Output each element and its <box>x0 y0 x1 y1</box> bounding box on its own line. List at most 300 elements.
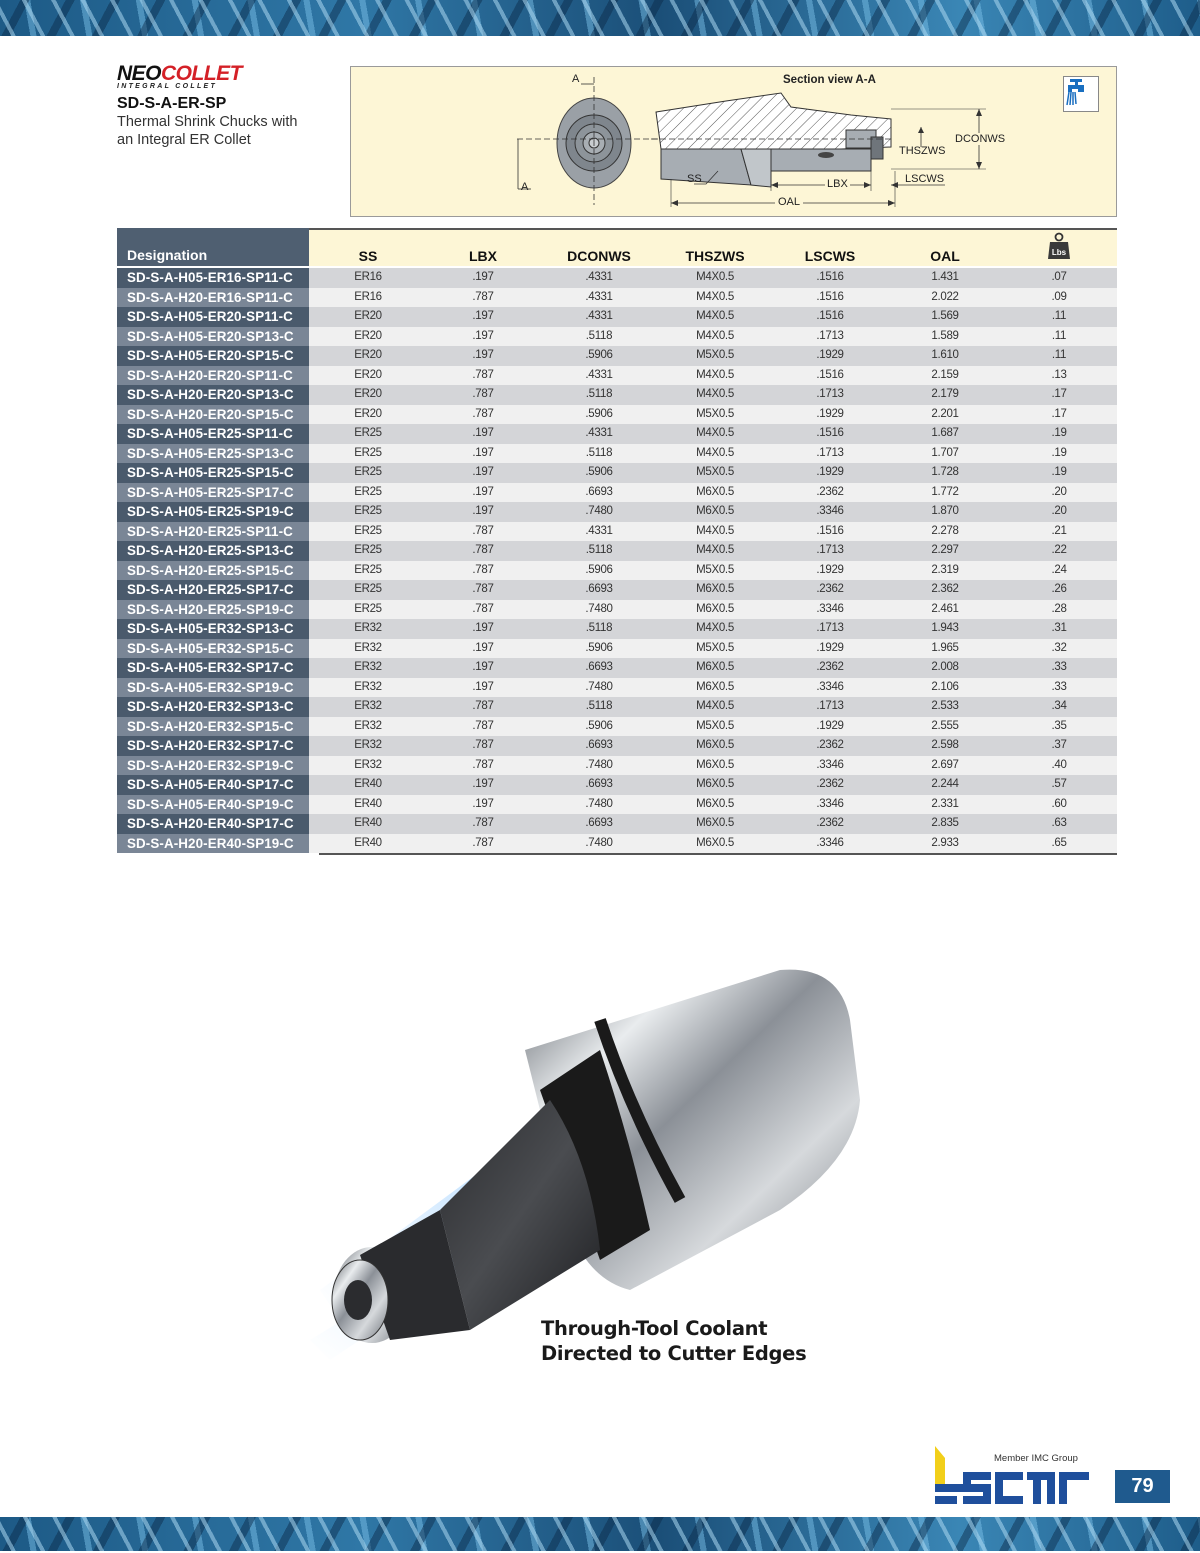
designation-cell: SD-S-A-H05-ER32-SP13-C <box>117 619 309 639</box>
logo-collet: COLLET <box>161 62 243 85</box>
weight-cell: .09 <box>1051 290 1067 303</box>
thszws-cell: M6X0.5 <box>696 797 734 810</box>
lbx-cell: .787 <box>472 836 494 849</box>
dconws-cell: .5118 <box>585 622 613 634</box>
lbx-cell: .197 <box>472 641 494 654</box>
lscws-cell: .1713 <box>816 329 844 342</box>
dconws-cell: .5906 <box>585 407 613 420</box>
weight-cell: .33 <box>1051 680 1067 693</box>
weight-cell: .19 <box>1051 427 1067 439</box>
ss-cell: ER20 <box>354 329 382 342</box>
oal-cell: 2.555 <box>931 719 959 732</box>
label-dconws: DCONWS <box>955 133 1006 145</box>
ss-cell: ER25 <box>354 485 382 498</box>
lscws-cell: .1713 <box>816 388 844 400</box>
lscws-cell: .1929 <box>816 641 844 654</box>
row-values <box>309 639 1117 659</box>
table-row <box>117 385 1117 405</box>
row-values <box>309 541 1117 561</box>
ss-cell: ER32 <box>354 700 382 712</box>
designation-cell: SD-S-A-H05-ER25-SP13-C <box>117 444 309 464</box>
ss-cell: ER40 <box>354 778 382 790</box>
dconws-cell: .5118 <box>585 700 613 712</box>
oal-cell: 2.331 <box>931 797 959 810</box>
designation-cell: SD-S-A-H05-ER32-SP19-C <box>117 678 309 698</box>
ss-cell: ER40 <box>354 797 382 810</box>
table-row <box>117 619 1117 639</box>
oal-cell: 1.772 <box>931 485 959 498</box>
thszws-cell: M6X0.5 <box>696 680 734 693</box>
designation-cell: SD-S-A-H20-ER32-SP13-C <box>117 697 309 717</box>
designation-cell: SD-S-A-H05-ER32-SP15-C <box>117 639 309 659</box>
row-values <box>309 366 1117 386</box>
thszws-cell: M4X0.5 <box>696 544 734 556</box>
lscws-cell: .3346 <box>816 797 844 810</box>
table-row <box>117 288 1117 308</box>
lbx-cell: .197 <box>472 505 494 517</box>
weight-cell: .37 <box>1051 739 1067 751</box>
thszws-cell: M6X0.5 <box>696 583 734 595</box>
table-row <box>117 658 1117 678</box>
lscws-cell: .3346 <box>816 836 844 849</box>
oal-cell: 2.201 <box>931 407 959 420</box>
lbx-cell: .787 <box>472 544 494 556</box>
lbx-cell: .787 <box>472 583 494 595</box>
dconws-cell: .5118 <box>585 446 613 459</box>
ss-cell: ER32 <box>354 739 382 751</box>
ss-cell: ER20 <box>354 310 382 322</box>
designation-cell: SD-S-A-H05-ER40-SP17-C <box>117 775 309 795</box>
dconws-cell: .6693 <box>585 817 613 829</box>
dconws-cell: .7480 <box>585 758 613 771</box>
table-row <box>117 814 1117 834</box>
lscws-cell: .3346 <box>816 505 844 517</box>
thszws-cell: M6X0.5 <box>696 505 734 517</box>
oal-cell: 2.008 <box>931 661 959 673</box>
table-row <box>117 444 1117 464</box>
table-row <box>117 268 1117 288</box>
weight-cell: .28 <box>1051 602 1067 615</box>
lbx-cell: .197 <box>472 310 494 322</box>
weight-cell: .26 <box>1051 583 1067 595</box>
logo-subtitle: INTEGRAL COLLET <box>117 83 218 90</box>
thszws-cell: M6X0.5 <box>696 661 734 673</box>
ss-cell: ER32 <box>354 680 382 693</box>
designation-cell: SD-S-A-H20-ER32-SP17-C <box>117 736 309 756</box>
product-table <box>117 228 1117 855</box>
table-row <box>117 366 1117 386</box>
ss-cell: ER25 <box>354 446 382 459</box>
designation-cell: SD-S-A-H05-ER25-SP17-C <box>117 483 309 503</box>
lscws-cell: .1929 <box>816 466 844 478</box>
header-oal: OAL <box>930 248 960 264</box>
weight-lbs-icon <box>1047 232 1071 260</box>
lscws-cell: .1929 <box>816 719 844 732</box>
row-values <box>309 678 1117 698</box>
thszws-cell: M4X0.5 <box>696 446 734 459</box>
weight-cell: .40 <box>1051 758 1067 771</box>
lscws-cell: .1516 <box>816 271 844 283</box>
weight-cell: .22 <box>1051 544 1067 556</box>
dconws-cell: .6693 <box>585 739 613 751</box>
thszws-cell: M6X0.5 <box>696 739 734 751</box>
row-values <box>309 522 1117 542</box>
logo-neo: NEO <box>117 62 162 85</box>
table-row <box>117 756 1117 776</box>
thszws-cell: M5X0.5 <box>696 563 734 576</box>
table-row <box>117 775 1117 795</box>
lbx-cell: .787 <box>472 758 494 771</box>
lbx-cell: .197 <box>472 329 494 342</box>
weight-cell: .65 <box>1051 836 1067 849</box>
row-values <box>309 463 1117 483</box>
designation-cell: SD-S-A-H05-ER32-SP17-C <box>117 658 309 678</box>
lbx-cell: .787 <box>472 563 494 576</box>
lbx-cell: .197 <box>472 446 494 459</box>
table-row <box>117 541 1117 561</box>
thszws-cell: M5X0.5 <box>696 407 734 420</box>
weight-cell: .07 <box>1051 271 1067 283</box>
designation-cell: SD-S-A-H20-ER25-SP17-C <box>117 580 309 600</box>
lscws-cell: .2362 <box>816 778 844 790</box>
oal-cell: 2.106 <box>931 680 959 693</box>
neocollet-logo <box>117 64 347 84</box>
weight-cell: .17 <box>1051 388 1067 400</box>
row-values <box>309 775 1117 795</box>
table-row <box>117 736 1117 756</box>
thszws-cell: M4X0.5 <box>696 368 734 381</box>
row-values <box>309 580 1117 600</box>
ss-cell: ER25 <box>354 466 382 478</box>
dconws-cell: .4331 <box>585 271 613 283</box>
thszws-cell: M6X0.5 <box>696 758 734 771</box>
weight-cell: .60 <box>1051 797 1067 810</box>
bottom-decorative-band <box>0 1517 1200 1551</box>
oal-cell: 2.835 <box>931 817 959 829</box>
ss-cell: ER25 <box>354 583 382 595</box>
header-lbx: LBX <box>469 248 497 264</box>
designation-cell: SD-S-A-H20-ER20-SP11-C <box>117 366 309 386</box>
dconws-cell: .5118 <box>585 329 613 342</box>
thszws-cell: M5X0.5 <box>696 349 734 361</box>
ss-cell: ER25 <box>354 524 382 537</box>
table-row <box>117 580 1117 600</box>
dconws-cell: .6693 <box>585 778 613 790</box>
table-row <box>117 795 1117 815</box>
thszws-cell: M4X0.5 <box>696 388 734 400</box>
row-values <box>309 756 1117 776</box>
lscws-cell: .1713 <box>816 544 844 556</box>
ss-cell: ER20 <box>354 368 382 381</box>
weight-cell: .21 <box>1051 524 1067 537</box>
dconws-cell: .4331 <box>585 290 613 303</box>
table-header <box>117 228 1117 266</box>
designation-cell: SD-S-A-H20-ER20-SP13-C <box>117 385 309 405</box>
ss-cell: ER32 <box>354 719 382 732</box>
designation-cell: SD-S-A-H05-ER20-SP15-C <box>117 346 309 366</box>
thszws-cell: M4X0.5 <box>696 524 734 537</box>
lbx-cell: .197 <box>472 797 494 810</box>
designation-cell: SD-S-A-H20-ER20-SP15-C <box>117 405 309 425</box>
oal-cell: 2.297 <box>931 544 959 556</box>
lscws-cell: .1929 <box>816 407 844 420</box>
weight-cell: .19 <box>1051 446 1067 459</box>
designation-cell: SD-S-A-H20-ER25-SP15-C <box>117 561 309 581</box>
dconws-cell: .7480 <box>585 505 613 517</box>
product-model: SD-S-A-ER-SP <box>117 95 227 112</box>
header-thszws: THSZWS <box>685 248 745 264</box>
ss-cell: ER16 <box>354 290 382 303</box>
oal-cell: 1.610 <box>931 349 959 361</box>
ss-cell: ER16 <box>354 271 382 283</box>
designation-cell: SD-S-A-H05-ER20-SP11-C <box>117 307 309 327</box>
weight-cell: .11 <box>1051 329 1067 342</box>
dconws-cell: .4331 <box>585 427 613 439</box>
row-values <box>309 619 1117 639</box>
lbx-cell: .197 <box>472 349 494 361</box>
row-values <box>309 483 1117 503</box>
table-row <box>117 405 1117 425</box>
row-values <box>309 346 1117 366</box>
weight-cell: .33 <box>1051 661 1067 673</box>
table-bottom-rule <box>319 853 1117 855</box>
designation-cell: SD-S-A-H20-ER32-SP15-C <box>117 717 309 737</box>
ss-cell: ER20 <box>354 407 382 420</box>
ss-cell: ER32 <box>354 622 382 634</box>
designation-cell: SD-S-A-H05-ER25-SP11-C <box>117 424 309 444</box>
weight-cell: .24 <box>1051 563 1067 576</box>
member-imc-group: Member IMC Group <box>994 1453 1078 1464</box>
ss-cell: ER32 <box>354 758 382 771</box>
weight-cell: .63 <box>1051 817 1067 829</box>
product-caption <box>541 1316 806 1366</box>
ss-cell: ER40 <box>354 836 382 849</box>
weight-cell: .20 <box>1051 505 1067 517</box>
weight-cell: .11 <box>1051 310 1067 322</box>
ss-cell: ER25 <box>354 563 382 576</box>
lscws-cell: .1713 <box>816 700 844 712</box>
row-values <box>309 697 1117 717</box>
dconws-cell: .5906 <box>585 719 613 732</box>
ss-cell: ER25 <box>354 505 382 517</box>
label-lscws: LSCWS <box>905 173 945 185</box>
table-row <box>117 327 1117 347</box>
caption-line-1: Through-Tool Coolant <box>541 1317 768 1340</box>
weight-cell: .34 <box>1051 700 1067 712</box>
lbx-cell: .787 <box>472 388 494 400</box>
weight-cell: .57 <box>1051 778 1067 790</box>
oal-cell: 1.965 <box>931 641 959 654</box>
table-row <box>117 307 1117 327</box>
row-values <box>309 385 1117 405</box>
lscws-cell: .1929 <box>816 563 844 576</box>
lscws-cell: .1516 <box>816 290 844 303</box>
oal-cell: 2.159 <box>931 368 959 381</box>
row-values <box>309 307 1117 327</box>
table-row <box>117 424 1117 444</box>
oal-cell: 1.687 <box>931 427 959 439</box>
designation-cell: SD-S-A-H05-ER25-SP15-C <box>117 463 309 483</box>
lbx-cell: .197 <box>472 680 494 693</box>
lbx-cell: .787 <box>472 719 494 732</box>
row-values <box>309 444 1117 464</box>
page-number: 79 <box>1115 1470 1170 1503</box>
label-lbx: LBX <box>827 178 848 190</box>
row-values <box>309 717 1117 737</box>
oal-cell: 2.319 <box>931 563 959 576</box>
ss-cell: ER20 <box>354 349 382 361</box>
thszws-cell: M4X0.5 <box>696 271 734 283</box>
designation-cell: SD-S-A-H20-ER32-SP19-C <box>117 756 309 776</box>
lbx-cell: .197 <box>472 661 494 673</box>
table-row <box>117 678 1117 698</box>
dconws-cell: .4331 <box>585 368 613 381</box>
lscws-cell: .1516 <box>816 524 844 537</box>
row-values <box>309 405 1117 425</box>
row-values <box>309 502 1117 522</box>
thszws-cell: M6X0.5 <box>696 836 734 849</box>
lbx-cell: .787 <box>472 407 494 420</box>
ss-cell: ER32 <box>354 641 382 654</box>
lbx-cell: .787 <box>472 290 494 303</box>
label-thszws: THSZWS <box>899 145 946 157</box>
designation-cell: SD-S-A-H05-ER20-SP13-C <box>117 327 309 347</box>
caption-line-2: Directed to Cutter Edges <box>541 1342 807 1365</box>
oal-cell: 2.278 <box>931 524 959 537</box>
iscar-logo <box>933 1444 1093 1509</box>
dconws-cell: .7480 <box>585 602 613 615</box>
table-row <box>117 600 1117 620</box>
oal-cell: 2.598 <box>931 739 959 751</box>
oal-cell: 2.244 <box>931 778 959 790</box>
thszws-cell: M4X0.5 <box>696 290 734 303</box>
dconws-cell: .7480 <box>585 680 613 693</box>
ss-cell: ER40 <box>354 817 382 829</box>
ss-cell: ER25 <box>354 602 382 615</box>
oal-cell: 2.933 <box>931 836 959 849</box>
dconws-cell: .5906 <box>585 563 613 576</box>
lbx-cell: .787 <box>472 700 494 712</box>
lscws-cell: .2362 <box>816 817 844 829</box>
table-row <box>117 483 1117 503</box>
weight-cell: .11 <box>1051 349 1067 361</box>
dconws-cell: .7480 <box>585 797 613 810</box>
dconws-cell: .5118 <box>585 544 613 556</box>
designation-cell: SD-S-A-H20-ER25-SP13-C <box>117 541 309 561</box>
label-ss: SS <box>687 173 702 185</box>
thszws-cell: M5X0.5 <box>696 641 734 654</box>
lscws-cell: .1713 <box>816 446 844 459</box>
table-row <box>117 463 1117 483</box>
weight-cell: .19 <box>1051 466 1067 478</box>
section-marker-bottom: A <box>521 181 529 193</box>
ss-cell: ER25 <box>354 427 382 439</box>
thszws-cell: M4X0.5 <box>696 329 734 342</box>
oal-cell: 1.728 <box>931 466 959 478</box>
row-values <box>309 834 1117 854</box>
thszws-cell: M6X0.5 <box>696 817 734 829</box>
lbx-cell: .197 <box>472 622 494 634</box>
header-weight <box>1001 230 1117 266</box>
lscws-cell: .1516 <box>816 310 844 322</box>
weight-cell: .32 <box>1051 641 1067 654</box>
row-values <box>309 658 1117 678</box>
dconws-cell: .4331 <box>585 524 613 537</box>
thszws-cell: M6X0.5 <box>696 602 734 615</box>
lscws-cell: .1713 <box>816 622 844 634</box>
row-values <box>309 795 1117 815</box>
thszws-cell: M4X0.5 <box>696 310 734 322</box>
table-body <box>117 268 1117 853</box>
lscws-cell: .1516 <box>816 427 844 439</box>
oal-cell: 2.362 <box>931 583 959 595</box>
designation-cell: SD-S-A-H20-ER25-SP11-C <box>117 522 309 542</box>
lscws-cell: .3346 <box>816 680 844 693</box>
lbx-cell: .197 <box>472 778 494 790</box>
oal-cell: 2.022 <box>931 290 959 303</box>
product-description: Thermal Shrink Chucks with an Integral ER Collet <box>117 114 298 148</box>
table-row <box>117 639 1117 659</box>
row-values <box>309 600 1117 620</box>
dconws-cell: .5906 <box>585 349 613 361</box>
dconws-cell: .7480 <box>585 836 613 849</box>
lbx-cell: .787 <box>472 602 494 615</box>
designation-cell: SD-S-A-H20-ER16-SP11-C <box>117 288 309 308</box>
oal-cell: 2.697 <box>931 758 959 771</box>
lscws-cell: .3346 <box>816 758 844 771</box>
dconws-cell: .5906 <box>585 641 613 654</box>
lscws-cell: .3346 <box>816 602 844 615</box>
thszws-cell: M4X0.5 <box>696 427 734 439</box>
technical-drawing <box>350 66 1117 217</box>
row-values <box>309 561 1117 581</box>
section-marker-top: A <box>572 73 580 85</box>
dconws-cell: .4331 <box>585 310 613 322</box>
designation-cell: SD-S-A-H05-ER16-SP11-C <box>117 268 309 288</box>
thszws-cell: M5X0.5 <box>696 466 734 478</box>
designation-cell: SD-S-A-H20-ER25-SP19-C <box>117 600 309 620</box>
weight-cell: .20 <box>1051 485 1067 498</box>
lbx-cell: .787 <box>472 739 494 751</box>
table-row <box>117 346 1117 366</box>
lbx-cell: .197 <box>472 427 494 439</box>
oal-cell: 1.431 <box>931 271 959 283</box>
thszws-cell: M5X0.5 <box>696 719 734 732</box>
thszws-cell: M4X0.5 <box>696 700 734 712</box>
section-view-title: Section view A-A <box>783 74 876 86</box>
row-values <box>309 327 1117 347</box>
header-lscws: LSCWS <box>804 248 856 264</box>
oal-cell: 2.461 <box>931 602 959 615</box>
lscws-cell: .2362 <box>816 739 844 751</box>
row-values <box>309 424 1117 444</box>
row-values <box>309 814 1117 834</box>
dconws-cell: .5906 <box>585 466 613 478</box>
lbx-cell: .197 <box>472 485 494 498</box>
coolant-tap-icon <box>1063 76 1099 112</box>
label-oal: OAL <box>775 196 803 208</box>
weight-cell: .13 <box>1051 368 1067 381</box>
lbx-cell: .787 <box>472 524 494 537</box>
table-row <box>117 717 1117 737</box>
header-dconws: DCONWS <box>567 248 631 264</box>
dconws-cell: .6693 <box>585 583 613 595</box>
oal-cell: 1.870 <box>931 505 959 517</box>
oal-cell: 2.533 <box>931 700 959 712</box>
weight-cell: .31 <box>1051 622 1067 634</box>
header-designation: Designation <box>117 228 309 266</box>
lbx-cell: .787 <box>472 817 494 829</box>
